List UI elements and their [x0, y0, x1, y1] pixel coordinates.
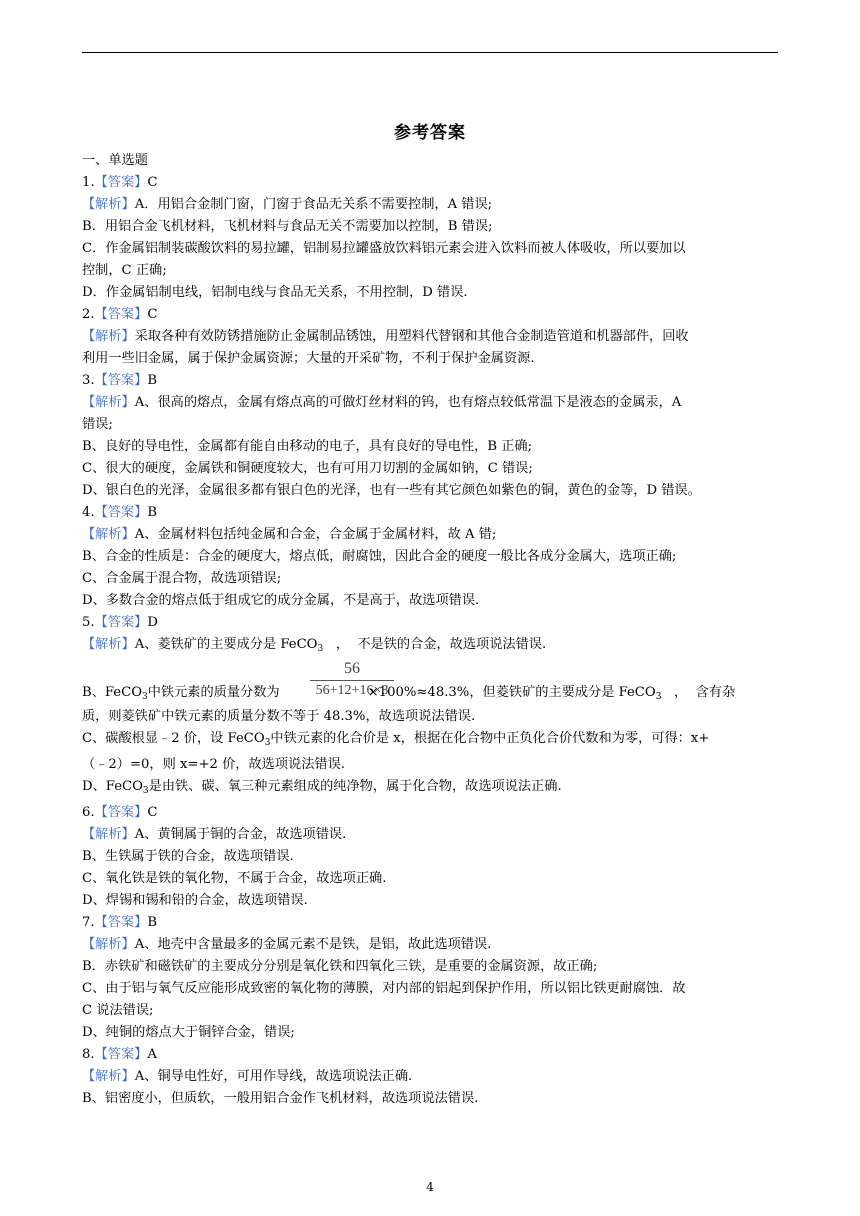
answer-line: [82, 304, 782, 326]
analysis-text: 控制，C 正确;: [82, 263, 167, 278]
answer-line: [82, 1044, 782, 1066]
analysis-text: B．用铝合金飞机材料，飞机材料与食品无关不需要加以控制，B 错误;: [82, 219, 493, 234]
answer-line: [82, 502, 782, 524]
analysis-line: [82, 458, 782, 480]
analysis-line: [82, 1022, 782, 1044]
analysis-line: [82, 260, 782, 282]
question-number: 4.: [82, 505, 95, 520]
analysis-text: 错误;: [82, 417, 113, 432]
section-heading: 一、单选题: [82, 153, 148, 168]
question-number: 6.: [82, 805, 95, 820]
answers-block-2: [82, 802, 782, 1110]
analysis-line: [82, 934, 782, 956]
analysis-tag: 【解析】: [82, 527, 135, 542]
analysis-line: 【解析】A、菱铁矿的主要成分是 FeCO$_3$ ， 不是铁的合金，故选项说法错误.: [82, 637, 547, 654]
answers-block-1: [82, 172, 782, 634]
analysis-text: B、合金的性质是：合金的硬度大，熔点低，耐腐蚀，因此合金的硬度一般比各成分金属大，选项正确;: [82, 549, 677, 564]
analysis-text: A、铜导电性好，可用作导线，故选项说法正确.: [134, 1069, 413, 1084]
fraction-numerator: 56: [344, 660, 360, 677]
analysis-line: [82, 568, 782, 590]
answer-value: B: [147, 915, 158, 930]
analysis-line: [82, 824, 782, 846]
answer-value: C: [147, 805, 158, 820]
analysis-tag: 【解析】: [82, 329, 135, 344]
answer-value: A: [147, 1047, 157, 1062]
answer-tag: 【答案】: [94, 373, 148, 388]
analysis-text: C 说法错误;: [82, 1003, 154, 1018]
analysis-line: [82, 480, 782, 502]
analysis-text: C．作金属铝制装碳酸饮料的易拉罐，铝制易拉罐盛放饮料铝元素会进入饮料而被人体吸收，所以要加以: [82, 241, 686, 256]
analysis-line: [82, 1088, 782, 1110]
analysis-tag: 【解析】: [82, 1069, 135, 1084]
answer-line: [82, 172, 782, 194]
analysis-text: D、多数合金的熔点低于组成它的成分金属，不是高于，故选项错误.: [82, 593, 480, 608]
analysis-line: [82, 436, 782, 458]
analysis-line: [82, 1066, 782, 1088]
analysis-text: A、地壳中含量最多的金属元素不是铁，是铝，故此选项错误.: [134, 937, 492, 952]
analysis-line: [82, 590, 782, 612]
question-number: 2.: [82, 307, 95, 322]
analysis-tag: 【解析】: [82, 937, 135, 952]
analysis-line: 质，则菱铁矿中铁元素的质量分数不等于 48.3%，故选项说法错误.: [82, 709, 476, 724]
analysis-text: C、合金属于混合物，故选项错误;: [82, 571, 282, 586]
analysis-text: D、银白色的光泽，金属很多都有银白色的光泽，也有一些有其它颜色如紫色的铜，黄色的金等，D 错误。: [82, 483, 701, 498]
answer-line: [82, 912, 782, 934]
answer-tag: 【答案】: [94, 175, 148, 190]
analysis-text: B、良好的导电性，金属都有能自由移动的电子，具有良好的导电性，B 正确;: [82, 439, 533, 454]
analysis-tag: 【解析】: [82, 197, 135, 212]
analysis-line: [82, 326, 782, 348]
analysis-line: [82, 956, 782, 978]
fraction-bar: [310, 680, 394, 681]
analysis-text: 利用一些旧金属，属于保护金属资源；大量的开采矿物，不利于保护金属资源.: [82, 351, 535, 366]
analysis-text: B、铝密度小，但质软，一般用铝合金作飞机材料，故选项说法错误.: [82, 1091, 479, 1106]
analysis-text: B．赤铁矿和磁铁矿的主要成分分别是氧化铁和四氧化三铁，是重要的金属资源，故正确;: [82, 959, 598, 974]
analysis-line: [82, 868, 782, 890]
analysis-line: B、FeCO$_3$中铁元素的质量分数为 ×100%≈48.3%，但菱铁矿的主要成分是 FeCO$_3$ ， 含有杂: [82, 685, 736, 702]
question-number: 8.: [82, 1047, 95, 1062]
answer-value: C: [147, 307, 158, 322]
analysis-tag: 【解析】: [82, 637, 135, 652]
analysis-line: [82, 414, 782, 436]
analysis-line: [82, 978, 782, 1000]
answer-line: [82, 612, 782, 634]
answer-tag: 【答案】: [94, 615, 148, 630]
analysis-line: （﹣2）=0，则 x=+2 价，故选项说法错误.: [82, 757, 345, 772]
analysis-line: [82, 194, 782, 216]
analysis-text: A、很高的熔点，金属有熔点高的可做灯丝材料的钨，也有熔点较低常温下是液态的金属汞，A: [134, 395, 682, 410]
analysis-text: B、生铁属于铁的合金，故选项错误.: [82, 849, 294, 864]
analysis-line: C、碳酸根显﹣2 价，设 FeCO$_3$中铁元素的化合价是 x，根据在化合物中正负化合价代数和为零，可得：x+: [82, 731, 710, 748]
answer-tag: 【答案】: [94, 307, 148, 322]
analysis-text: D．作金属铝制电线，铝制电线与食品无关系，不用控制，D 错误.: [82, 285, 468, 300]
answer-content: [82, 150, 782, 1110]
answer-value: C: [147, 175, 158, 190]
analysis-line: [82, 890, 782, 912]
analysis-line: [82, 524, 782, 546]
analysis-line: [82, 282, 782, 304]
analysis-text: C、很大的硬度，金属铁和铜硬度较大，也有可用刀切割的金属如钠，C 错误;: [82, 461, 533, 476]
answer-tag: 【答案】: [94, 1047, 148, 1062]
analysis-text: D、焊锡和锡和铅的合金，故选项错误.: [82, 893, 308, 908]
question-number: 5.: [82, 615, 95, 630]
analysis-tag: 【解析】: [82, 827, 135, 842]
analysis-line: [82, 846, 782, 868]
analysis-line: [82, 392, 782, 414]
answer-line: [82, 370, 782, 392]
analysis-line: D、FeCO$_3$是由铁、碳、氧三种元素组成的纯净物，属于化合物，故选项说法正确.: [82, 779, 562, 796]
answer-value: B: [147, 373, 158, 388]
analysis-text: A、金属材料包括纯金属和合金，合金属于金属材料，故 A 错;: [134, 527, 497, 542]
analysis-text: A．用铝合金制门窗，门窗于食品无关系不需要控制，A 错误;: [134, 197, 493, 212]
analysis-tag: 【解析】: [82, 395, 135, 410]
answer-tag: 【答案】: [94, 805, 148, 820]
answer-line: [82, 802, 782, 824]
analysis-line: [82, 1000, 782, 1022]
question-number: 7.: [82, 915, 95, 930]
answer-tag: 【答案】: [94, 915, 148, 930]
answer-value: D: [147, 615, 158, 630]
analysis-text: 采取各种有效防锈措施防止金属制品锈蚀，用塑料代替钢和其他合金制造管道和机器部件，回收: [134, 329, 689, 344]
analysis-line: [82, 216, 782, 238]
answer-value: B: [147, 505, 158, 520]
answer-tag: 【答案】: [94, 505, 148, 520]
analysis-line: [82, 238, 782, 260]
analysis-line: [82, 348, 782, 370]
page-title: 参考答案: [394, 123, 466, 143]
question-number: 1.: [82, 175, 95, 190]
analysis-text: C、由于铝与氧气反应能形成致密的氧化物的薄膜，对内部的铝起到保护作用，所以铝比铁更耐腐蚀．故: [82, 981, 686, 996]
analysis-text: D、纯铜的熔点大于铜锌合金，错误;: [82, 1025, 295, 1040]
analysis-text: A、黄铜属于铜的合金，故选项错误.: [134, 827, 347, 842]
analysis-line: [82, 546, 782, 568]
fraction-denominator: 56+12+16×3: [315, 683, 389, 698]
page-number: 4: [426, 1180, 434, 1194]
header-rule: [82, 52, 778, 53]
question-number: 3.: [82, 373, 95, 388]
fraction-line: [82, 660, 782, 706]
analysis-text: C、氧化铁是铁的氧化物，不属于合金，故选项正确.: [82, 871, 387, 886]
